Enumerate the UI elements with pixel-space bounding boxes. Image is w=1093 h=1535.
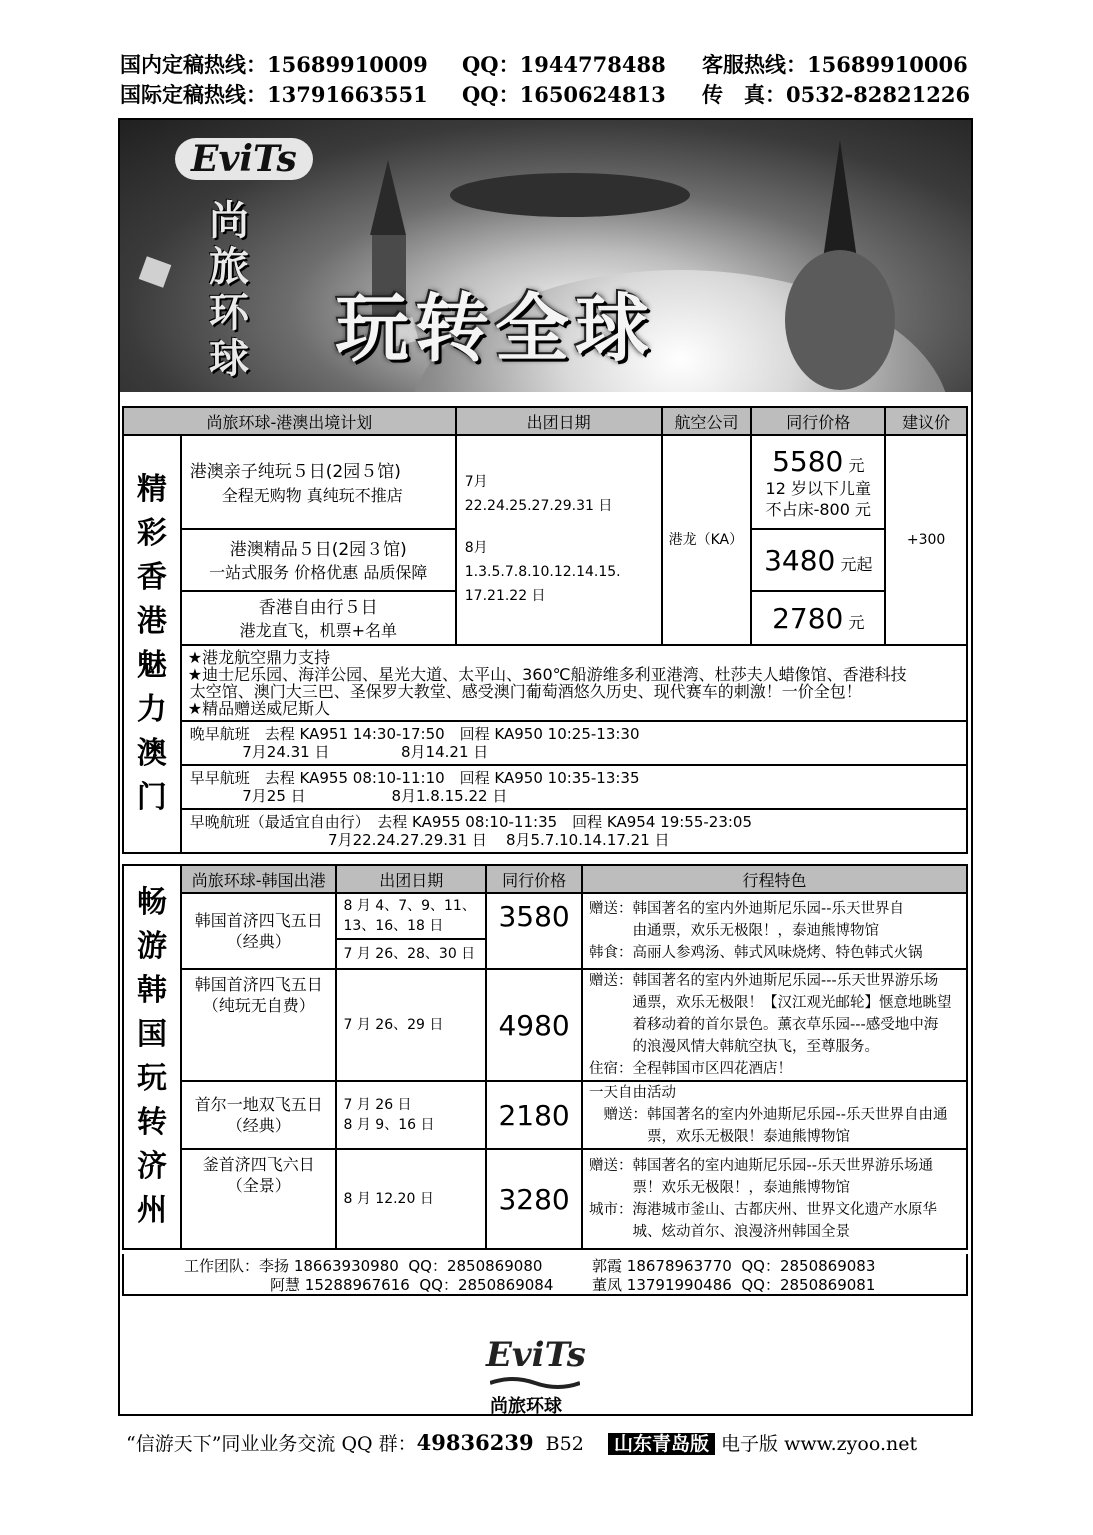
hk-price-3: 2780 元 — [751, 591, 885, 645]
hero-banner — [120, 120, 971, 392]
landmarks-skyline-icon — [450, 173, 690, 217]
korea-feature-2: 赠送：韩国著名的室内外迪斯尼乐园---乐天世界游乐场 通票，欢乐无极限！【汉江观光邮轮】惬意地眺望 着移动着的首尔景色。薰衣草乐园---感受地中海 的浪漫风情大韩航空执飞，至尊服务。 住宿：全程韩国市区四花酒店！ — [582, 969, 967, 1081]
hk-price-1: 5580 元 12 岁以下儿童 不占床-800 元 — [751, 435, 885, 529]
korea-dates-1b: 7 月 26、28、30 日 — [336, 939, 486, 969]
hk-macau-table — [122, 406, 968, 854]
hk-plan-header: 尚旅环球-港澳出境计划 — [123, 407, 456, 435]
hk-product-3: 香港自由行５日 港龙直飞，机票+名单 — [181, 591, 456, 645]
hk-price-header: 同行价格 — [751, 407, 885, 435]
edition-badge: 山东青岛版 — [608, 1433, 715, 1455]
flight-early-late: 早晚航班（最适宜自由行） 去程 KA955 08:10-11:35 回程 KA954 19:55-23:05 7月22.24.27.29.31 日 8月5.7.10.14.17.21 日 — [181, 809, 967, 853]
korea-dates-1a: 8 月 4、7、9、11、 13、16、18 日 — [336, 893, 486, 939]
work-team — [122, 1254, 968, 1296]
team-member-3: 阿慧 15288967616 QQ：2850869084 — [270, 1276, 554, 1294]
hotline-row-1: 国内定稿热线：15689910009 — [120, 52, 428, 77]
hk-highlights: ★港龙航空鼎力支持 ★迪士尼乐园、海洋公园、星光大道、太平山、360℃船游维多利亚港湾、杜莎夫人蜡像馆、香港科技 太空馆、澳门大三巴、圣保罗大教堂、感受澳门葡萄酒悠久历史、现代赛车的刺激！一价全包！ ★精品赠送威尼斯人 — [181, 645, 967, 721]
suggest-price-header: 建议价 — [885, 407, 967, 435]
korea-price-2: 4980 — [486, 969, 582, 1081]
service-hotline: 客服热线：15689910006 — [702, 52, 968, 77]
korea-table — [122, 864, 968, 1250]
hk-suggest-price: +300 — [885, 435, 967, 645]
qq-row-2: QQ：1650624813 — [462, 82, 666, 107]
korea-dates-3: 7 月 26 日 8 月 9、16 日 — [336, 1081, 486, 1149]
korea-product-4: 釜首济四飞六日 （全景） — [181, 1149, 337, 1249]
korea-side-label: 畅 游 韩 国 玩 转 济 州 — [123, 865, 181, 1249]
hk-dates: 7月 22.24.25.27.29.31 日 8月 1.3.5.7.8.10.12.14.15. 17.21.22 日 — [456, 435, 662, 645]
team-member-2: 郭霞 18678963770 QQ：2850869083 — [592, 1257, 876, 1275]
korea-dates-2: 7 月 26、29 日 — [336, 969, 486, 1081]
korea-feature-3: 一天自由活动 赠送：韩国著名的室内外迪斯尼乐园--乐天世界自由通 票，欢乐无极限！泰迪熊博物馆 — [582, 1081, 967, 1149]
hk-side-label: 精 彩 香 港 魅 力 澳 门 — [123, 435, 181, 853]
hotline-row-2: 国际定稿热线：13791663551 — [120, 82, 428, 107]
korea-product-2: 韩国首济四飞五日 （纯玩无自费） — [181, 969, 337, 1081]
ice-cube-icon — [139, 256, 172, 287]
korea-dates-4: 8 月 12.20 日 — [336, 1149, 486, 1249]
korea-price-3: 2180 — [486, 1081, 582, 1149]
korea-product-1: 韩国首济四飞五日 （经典） — [181, 893, 337, 969]
hk-price-2: 3480 元起 — [751, 529, 885, 591]
footer: “信游天下”同业业务交流 QQ 群：49836239 B52 山东青岛版 电子版 www.zyoo.net — [126, 1430, 918, 1455]
fax-line: 传 真：0532-82821226 — [702, 82, 971, 107]
banner-logo: EviTs — [175, 138, 313, 180]
hk-product-1: 港澳亲子纯玩５日(2园５馆) 全程无购物 真纯玩不推店 — [181, 435, 456, 529]
korea-feature-4: 赠送：韩国著名的室内迪斯尼乐园--乐天世界游乐场通 票！欢乐无极限！，泰迪熊博物馆 城市：海港城市釜山、古都庆州、世界文化遗产水原华 城、炫动首尔、浪漫济州韩国全景 — [582, 1149, 967, 1249]
korea-price-header: 同行价格 — [486, 865, 582, 893]
bottom-logo: EviTs — [486, 1335, 586, 1375]
temple-spire-icon — [370, 160, 406, 235]
korea-price-1: 3580 — [486, 893, 582, 969]
hk-airline: 港龙（KA） — [662, 435, 752, 645]
wave-icon — [490, 1375, 580, 1391]
korea-price-4: 3280 — [486, 1149, 582, 1249]
hk-dates-header: 出团日期 — [456, 407, 662, 435]
brand-vertical: 尚 旅 环 球 — [209, 198, 249, 382]
korea-feature-1: 赠送：韩国著名的室内外迪斯尼乐园--乐天世界自 由通票，欢乐无极限！，泰迪熊博物馆 韩食：高丽人参鸡汤、韩式风味烧烤、特色韩式火锅 — [582, 893, 967, 969]
dancer-body-icon — [785, 250, 895, 390]
team-member-4: 董凤 13791990486 QQ：2850869081 — [592, 1276, 876, 1294]
airline-header: 航空公司 — [662, 407, 752, 435]
flight-late-early: 晚早航班 去程 KA951 14:30-17:50 回程 KA950 10:25-13:30 7月24.31 日 8月14.21 日 — [181, 721, 967, 765]
korea-plan-header: 尚旅环球-韩国出港 — [181, 865, 337, 893]
korea-dates-header: 出团日期 — [336, 865, 486, 893]
flight-early-early: 早早航班 去程 KA955 08:10-11:10 回程 KA950 10:35-13:35 7月25 日 8月1.8.15.22 日 — [181, 765, 967, 809]
banner-title: 玩转全球 — [335, 286, 655, 372]
team-member-1: 工作团队：李扬 18663930980 QQ：2850869080 — [184, 1257, 543, 1275]
korea-feature-header: 行程特色 — [582, 865, 967, 893]
hk-product-2: 港澳精品５日(2园３馆) 一站式服务 价格优惠 品质保障 — [181, 529, 456, 591]
korea-product-3: 首尔一地双飞五日 （经典） — [181, 1081, 337, 1149]
bottom-brand: 尚旅环球 — [490, 1396, 562, 1417]
qq-row-1: QQ：1944778488 — [462, 52, 666, 77]
